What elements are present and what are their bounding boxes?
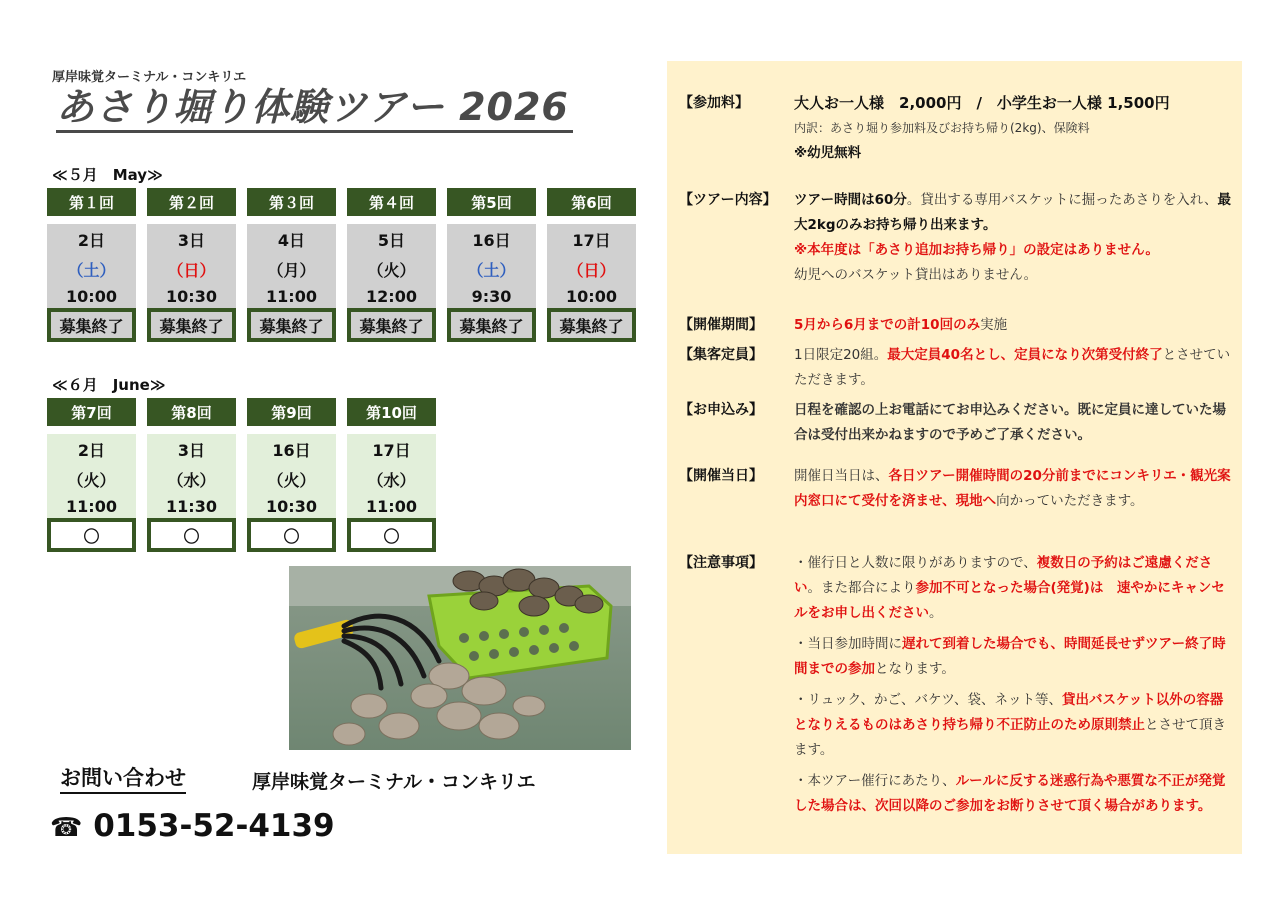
round-day: 2日 <box>77 441 106 460</box>
notes-label: 【注意事項】 <box>679 555 763 571</box>
round-card <box>147 398 236 552</box>
dayof-label: 【開催当日】 <box>679 468 763 484</box>
dayof-section <box>679 464 1234 514</box>
capacity-label: 【集客定員】 <box>679 347 763 363</box>
telephone-icon: ☎ <box>50 813 83 843</box>
round-date <box>347 434 436 518</box>
june-label: ≪６月 June≫ <box>52 376 166 394</box>
round-card <box>347 398 436 552</box>
content-label: 【ツアー内容】 <box>679 192 777 208</box>
round-date <box>247 434 336 518</box>
round-time: 11:00 <box>366 497 417 516</box>
round-day: 17日 <box>572 231 611 250</box>
round-date <box>47 224 136 308</box>
round-status: 募集終了 <box>547 308 636 342</box>
clam-digging-photo <box>289 566 631 750</box>
note-item: ・当日参加時間に遅れて到着した場合でも、時間延長せずツアー終了時間までの参加となります。 <box>794 636 1226 677</box>
round-day: 16日 <box>272 441 311 460</box>
round-number: 第7回 <box>47 398 136 426</box>
apply-text: 日程を確認の上お電話にてお申込みください。既に定員に達していた場合は受付出来かねますので予めご了承ください。 <box>794 402 1226 443</box>
may-label: ≪５月 May≫ <box>52 166 163 184</box>
phone-number-line <box>50 808 335 844</box>
fee-breakdown: 内訳：あさり堀り参加料及びお持ち帰り(2kg)、保険料 <box>794 121 1090 135</box>
fee-infant: ※幼児無料 <box>794 145 862 161</box>
round-number: 第４回 <box>347 188 436 216</box>
period-section <box>679 313 1234 338</box>
round-time: 11:00 <box>66 497 117 516</box>
round-weekday: （火） <box>267 470 316 490</box>
fee-section <box>679 91 1234 166</box>
content-text: ツアー時間は60分。貸出する専用バスケットに掘ったあさりを入れ、最大2kgのみお持ち帰り出来ます。 <box>794 192 1232 233</box>
round-weekday: （土） <box>467 260 516 280</box>
round-time: 11:30 <box>166 497 217 516</box>
round-status: 募集終了 <box>147 308 236 342</box>
round-date <box>547 224 636 308</box>
round-number: 第5回 <box>447 188 536 216</box>
info-panel <box>667 61 1242 854</box>
phone-number[interactable]: 0153-52-4139 <box>93 808 335 844</box>
round-time: 12:00 <box>366 287 417 306</box>
round-status: 〇 <box>47 518 136 552</box>
round-date <box>147 224 236 308</box>
period-label: 【開催期間】 <box>679 317 763 333</box>
period-text: 5月から6月までの計10回のみ実施 <box>794 317 1008 333</box>
contact-organization: 厚岸味覚ターミナル・コンキリエ <box>252 771 536 793</box>
round-number: 第6回 <box>547 188 636 216</box>
round-weekday: （水） <box>367 470 416 490</box>
round-date <box>347 224 436 308</box>
content-note: ※本年度は「あさり追加お持ち帰り」の設定はありません。 <box>794 242 1159 258</box>
round-time: 10:00 <box>566 287 617 306</box>
round-status: 募集終了 <box>247 308 336 342</box>
capacity-text: 1日限定20組。最大定員40名とし、定員になり次第受付終了とさせていただきます。 <box>794 347 1231 388</box>
round-status: 〇 <box>347 518 436 552</box>
round-weekday: （月） <box>267 260 316 280</box>
round-day: 2日 <box>77 231 106 250</box>
round-card <box>547 188 636 342</box>
apply-label: 【お申込み】 <box>679 402 763 418</box>
round-card <box>347 188 436 342</box>
round-time: 11:00 <box>266 287 317 306</box>
round-time: 10:00 <box>66 287 117 306</box>
contact-label: お問い合わせ <box>60 764 186 794</box>
round-card <box>247 188 336 342</box>
round-day: 16日 <box>472 231 511 250</box>
round-card <box>47 398 136 552</box>
round-number: 第8回 <box>147 398 236 426</box>
organizer-name: 厚岸味覚ターミナル・コンキリエ <box>52 70 247 85</box>
round-status: 〇 <box>247 518 336 552</box>
round-number: 第１回 <box>47 188 136 216</box>
round-time: 10:30 <box>166 287 217 306</box>
round-day: 3日 <box>177 231 206 250</box>
round-status: 募集終了 <box>347 308 436 342</box>
round-card <box>447 188 536 342</box>
round-status: 〇 <box>147 518 236 552</box>
round-day: 3日 <box>177 441 206 460</box>
dayof-text: 開催日当日は、各日ツアー開催時間の20分前までにコンキリエ・観光案内窓口にて受付を済ませ、現地へ向かっていただきます。 <box>794 468 1231 509</box>
fee-label: 【参加料】 <box>679 95 749 111</box>
capacity-section <box>679 343 1234 393</box>
fee-main: 大人お一人様 2,000円 / 小学生お一人様 1,500円 <box>794 94 1170 112</box>
round-day: 5日 <box>377 231 406 250</box>
round-time: 10:30 <box>266 497 317 516</box>
round-weekday: （火） <box>367 260 416 280</box>
round-status: 募集終了 <box>47 308 136 342</box>
apply-section <box>679 398 1234 448</box>
round-card <box>147 188 236 342</box>
round-status: 募集終了 <box>447 308 536 342</box>
round-weekday: （日） <box>167 260 216 280</box>
round-date <box>47 434 136 518</box>
round-day: 4日 <box>277 231 306 250</box>
note-item: ・リュック、かご、バケツ、袋、ネット等、貸出バスケット以外の容器となりえるものはあさり持ち帰り不正防止のため原則禁止とさせて頂きます。 <box>794 692 1226 758</box>
round-card <box>247 398 336 552</box>
content-section <box>679 188 1234 288</box>
note-item: ・催行日と人数に限りがありますので、複数日の予約はご遠慮ください。また都合により参加不可となった場合(発覚)は 速やかにキャンセルをお申し出ください。 <box>794 555 1225 621</box>
round-date <box>247 224 336 308</box>
round-number: 第２回 <box>147 188 236 216</box>
round-time: 9:30 <box>471 287 512 306</box>
notes-section <box>679 551 1234 825</box>
content-infant-note: 幼児へのバスケット貸出はありません。 <box>794 267 1038 283</box>
round-number: 第３回 <box>247 188 336 216</box>
round-date <box>147 434 236 518</box>
round-weekday: （火） <box>67 470 116 490</box>
round-date <box>447 224 536 308</box>
round-day: 17日 <box>372 441 411 460</box>
page-title: あさり堀り体験ツアー 2026 <box>56 84 573 133</box>
round-number: 第9回 <box>247 398 336 426</box>
note-item: ・本ツアー催行にあたり、ルールに反する迷惑行為や悪質な不正が発覚した場合は、次回以降のご参加をお断りさせて頂く場合があります。 <box>794 773 1226 814</box>
round-weekday: （日） <box>567 260 616 280</box>
round-weekday: （土） <box>67 260 116 280</box>
round-card <box>47 188 136 342</box>
round-number: 第10回 <box>347 398 436 426</box>
round-weekday: （水） <box>167 470 216 490</box>
